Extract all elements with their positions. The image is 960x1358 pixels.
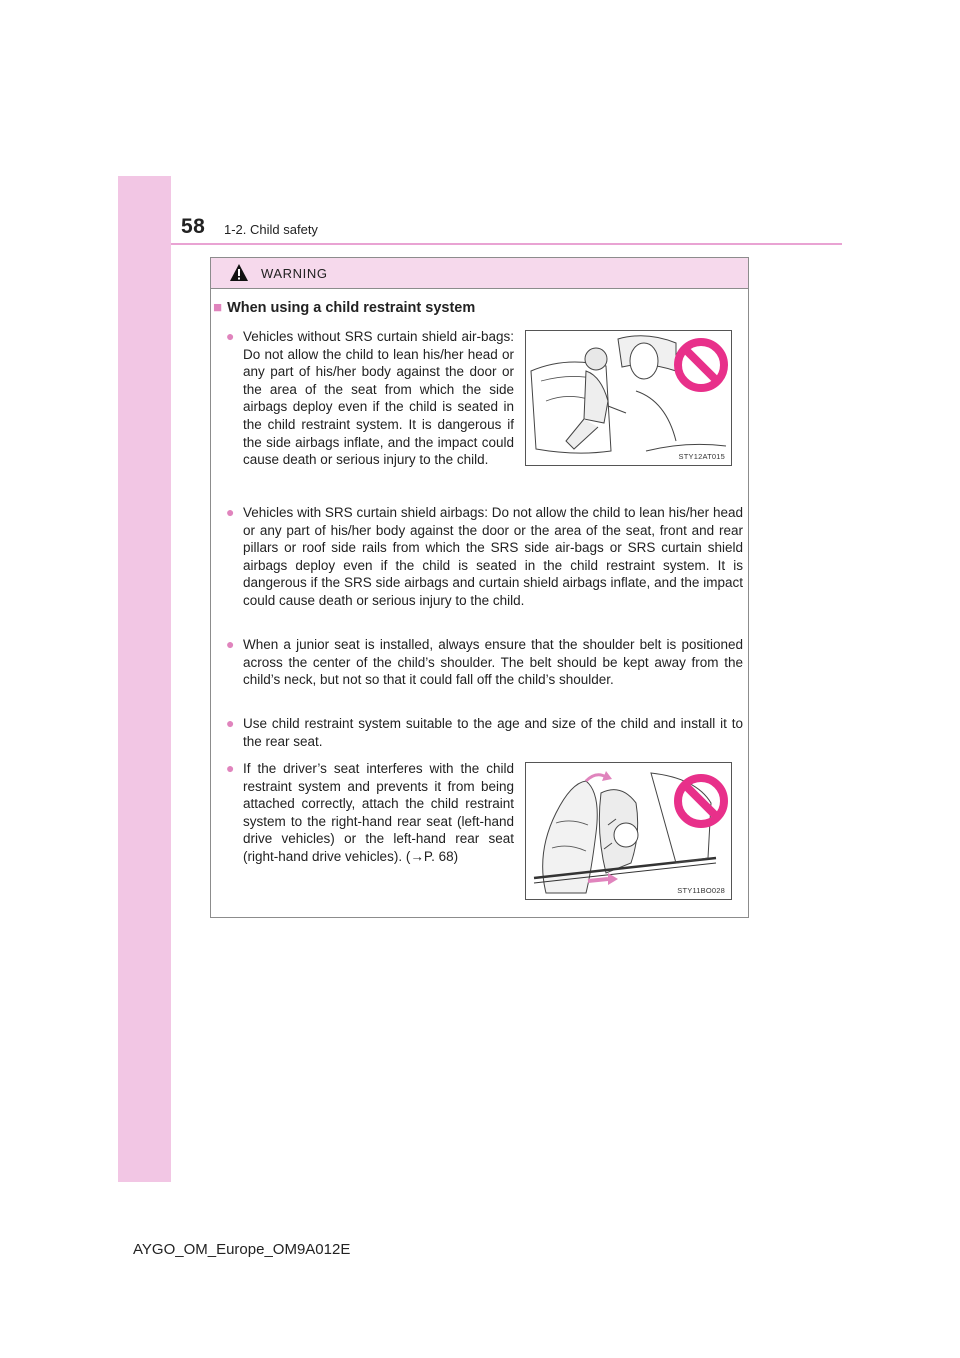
- warning-item-1: Vehicles without SRS curtain shield air-bags: Do not allow the child to lean his/her head or any part of his/her body against the door or the area of the seat from which the side airbags deploy even if the child is seated in the child restraint system. It is dangerous if the side airbags inflate, and the impact could cause death or serious injury to the child.: [243, 329, 514, 468]
- warning-item-2: Vehicles with SRS curtain shield airbags: Do not allow the child to lean his/her head or any part of his/her body against the door or the area of the seat, front and rear pillars or roof side rails from which the SRS side air-bags or SRS curtain shield airbags deploy even if the child is seated in the child restraint system. It is dangerous if the SRS side airbags and curtain shield airbags inflate, and the impact could cause death or serious injury to the child.: [243, 505, 743, 608]
- warning-header: [211, 258, 748, 289]
- bullet-dot-icon: ●: [226, 715, 235, 731]
- figure-child-seat-side-airbag: [525, 330, 732, 466]
- warning-subheading: [213, 299, 475, 316]
- section-title: 1-2. Child safety: [224, 222, 318, 237]
- bullet-dot-icon: ●: [226, 504, 235, 520]
- document-code: AYGO_OM_Europe_OM9A012E: [133, 1241, 351, 1258]
- figure-code: STY11BO028: [677, 886, 725, 895]
- bullet-dot-icon: ●: [226, 760, 235, 776]
- seat-interference-illustration: [526, 763, 731, 899]
- child-lean-illustration: [526, 331, 731, 465]
- bullet-dot-icon: ●: [226, 328, 235, 344]
- warning-triangle-icon: [229, 263, 249, 283]
- page-number: 58: [181, 215, 206, 238]
- bullet-dot-icon: ●: [226, 636, 235, 652]
- warning-item-5: If the driver’s seat interferes with the child restraint system and prevents it from being attached correctly, attach the child restraint system to the right-hand rear seat (left-hand drive vehicles) or the left-hand rear seat (right-hand drive vehicles). (→P. 68): [243, 761, 514, 864]
- warning-item-3: When a junior seat is installed, always ensure that the shoulder belt is positioned across the center of the child’s shoulder. The belt should be kept away from the child’s neck, but not so that it could fall off the child’s shoulder.: [243, 637, 743, 688]
- figure-driver-seat-interference: [525, 762, 732, 900]
- warning-label: WARNING: [261, 265, 328, 281]
- warning-item-4: Use child restraint system suitable to the age and size of the child and install it to the rear seat.: [243, 716, 743, 749]
- warning-subheading-text: When using a child restraint system: [227, 300, 476, 316]
- square-bullet-icon: ■: [213, 299, 223, 316]
- side-color-band: [118, 176, 171, 1182]
- figure-code: STY12AT015: [678, 452, 725, 461]
- header-rule: [171, 243, 842, 245]
